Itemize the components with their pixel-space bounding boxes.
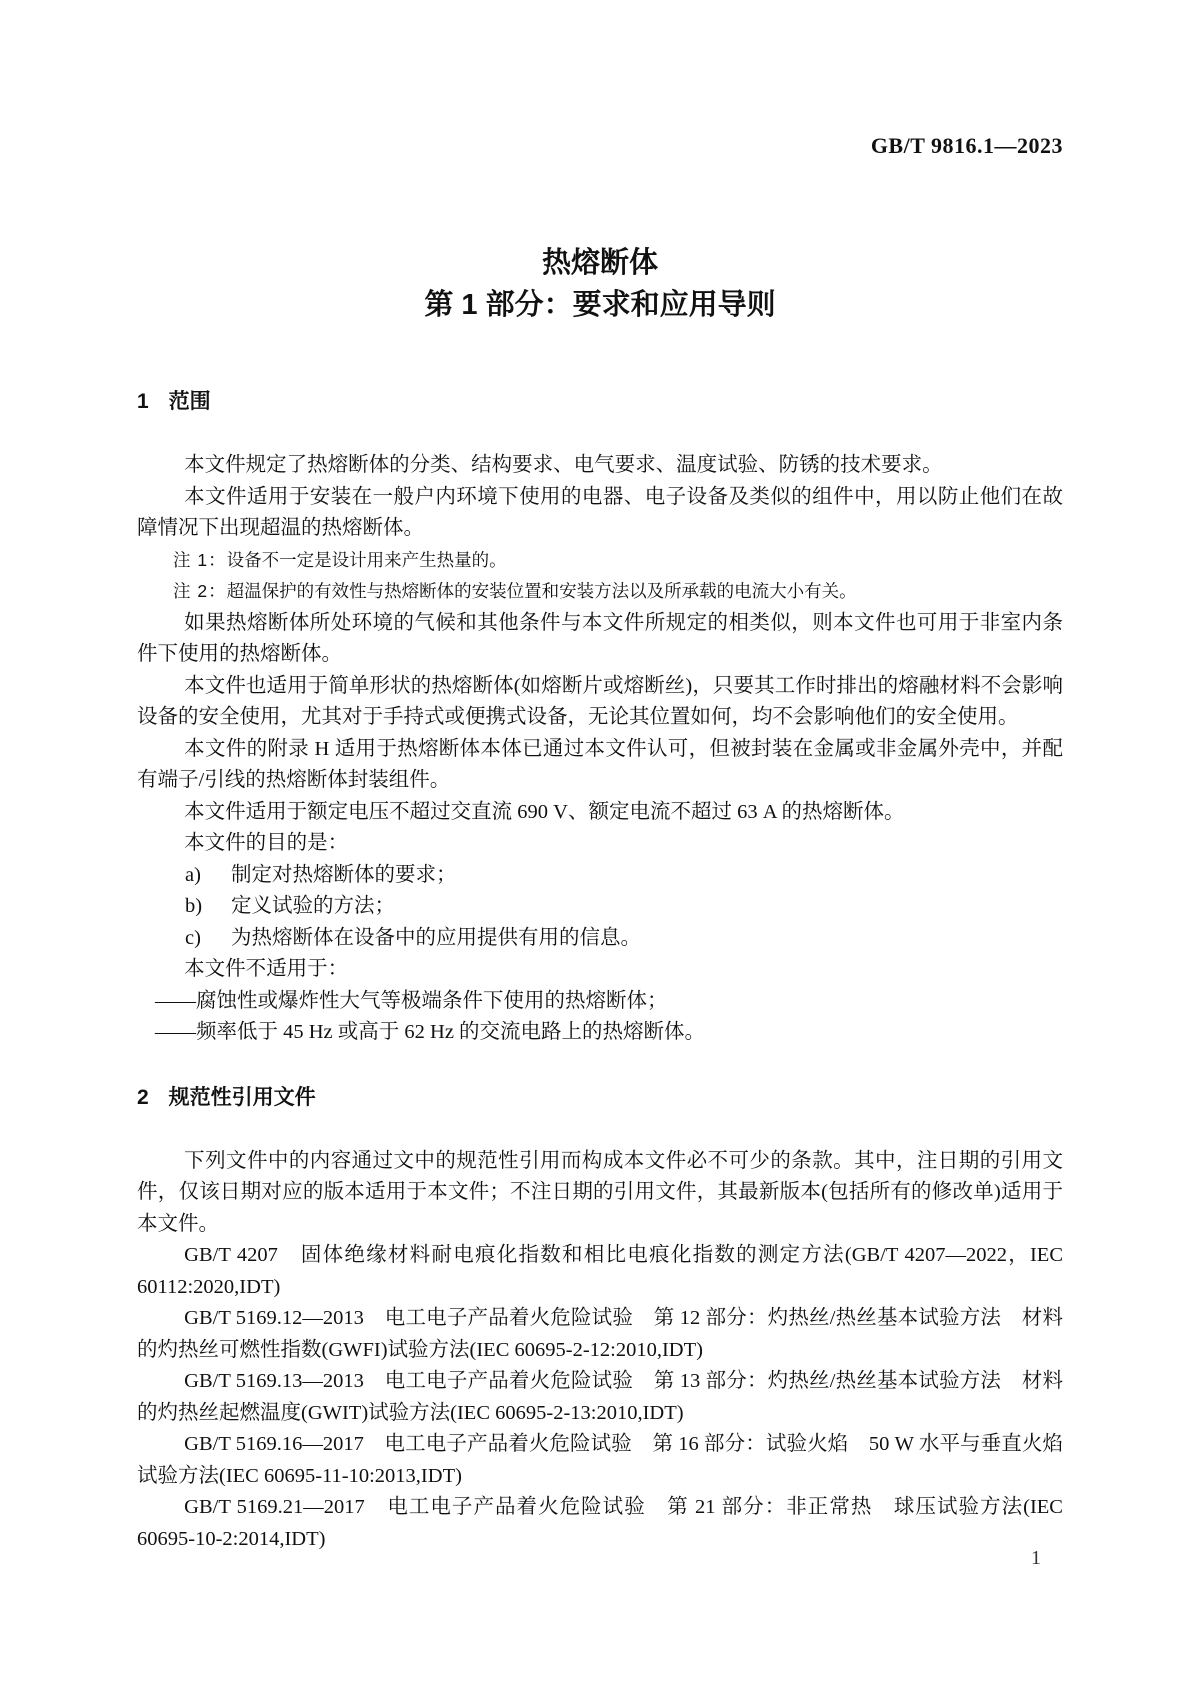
list-item-a-text: 制定对热熔断体的要求；	[231, 863, 457, 886]
reference-entry: GB/T 4207 固体绝缘材料耐电痕化指数和相比电痕化指数的测定方法(GB/T 4207—2022，IEC 60112:2020,IDT)	[137, 1244, 1063, 1298]
section-2-number: 2	[137, 1085, 149, 1109]
doc-title	[137, 242, 1063, 326]
section-1-title: 范围	[168, 390, 211, 413]
paragraph: 本文件的目的是：	[184, 832, 349, 854]
paragraph: 本文件的附录 H 适用于热熔断体本体已通过本文件认可，但被封装在金属或非金属外壳中，并配有端子/引线的热熔断体封装组件。	[137, 737, 1063, 791]
list-item-b-label: b)	[185, 895, 203, 917]
section-1-number: 1	[137, 390, 149, 413]
note-1-text: 设备不一定是设计用来产生热量的。	[226, 549, 507, 570]
note-1-label: 注 1：	[173, 549, 227, 570]
list-item-a	[137, 860, 1063, 892]
page-content	[0, 133, 1191, 1555]
section-2-title: 规范性引用文件	[168, 1085, 316, 1109]
paragraph: 本文件也适用于简单形状的热熔断体(如熔断片或熔断丝)，只要其工作时排出的熔融材料不会影响设备的安全使用，尤其对于手持式或便携式设备，无论其位置如何，均不会影响他们的安全使用。	[137, 674, 1063, 728]
doc-number: GB/T 9816.1—2023	[870, 133, 1063, 158]
page-number: 1	[1031, 1547, 1041, 1569]
list-item-c	[137, 923, 1063, 955]
paragraph: 本文件规定了热熔断体的分类、结构要求、电气要求、温度试验、防锈的技术要求。	[184, 454, 943, 476]
reference-entry: GB/T 5169.16—2017 电工电子产品着火危险试验 第 16 部分：试验火焰 50 W 水平与垂直火焰试验方法(IEC 60695-11-10:2013,IDT)	[137, 1433, 1063, 1487]
note-1	[137, 545, 1063, 577]
section-2-heading	[137, 1083, 1063, 1113]
list-item-a-label: a)	[185, 863, 201, 886]
dash-list-item: ——腐蚀性或爆炸性大气等极端条件下使用的热熔断体；	[155, 989, 668, 1012]
reference-entry: GB/T 5169.21—2017 电工电子产品着火危险试验 第 21 部分：非正常热 球压试验方法(IEC 60695-10-2:2014,IDT)	[137, 1496, 1063, 1550]
list-item-c-text: 为热熔断体在设备中的应用提供有用的信息。	[231, 926, 641, 949]
list-item-c-label: c)	[185, 926, 201, 949]
paragraph: 本文件适用于安装在一般户内环境下使用的电器、电子设备及类似的组件中，用以防止他们在故障情况下出现超温的热熔断体。	[137, 485, 1063, 539]
note-2	[137, 576, 1063, 608]
paragraph: 如果热熔断体所处环境的气候和其他条件与本文件所规定的相类似，则本文件也可用于非室内条件下使用的热熔断体。	[137, 611, 1063, 665]
reference-entry: GB/T 5169.13—2013 电工电子产品着火危险试验 第 13 部分：灼热丝/热丝基本试验方法 材料的灼热丝起燃温度(GWIT)试验方法(IEC 60695-2-13:2010,IDT)	[137, 1370, 1063, 1424]
list-item-b-text: 定义试验的方法；	[231, 895, 395, 917]
note-2-label: 注 2：	[173, 581, 227, 601]
list-item-b	[137, 891, 1063, 923]
reference-entry: GB/T 5169.12—2013 电工电子产品着火危险试验 第 12 部分：灼热丝/热丝基本试验方法 材料的灼热丝可燃性指数(GWFI)试验方法(IEC 60695-2-12:2010,IDT)	[137, 1307, 1063, 1361]
doc-title-line2: 第 1 部分：要求和应用导则	[424, 289, 776, 321]
paragraph: 本文件适用于额定电压不超过交直流 690 V、额定电流不超过 63 A 的热熔断体。	[184, 800, 905, 823]
doc-title-line1: 热熔断体	[541, 247, 658, 279]
section-1-heading	[137, 387, 1063, 417]
dash-list-item: ——频率低于 45 Hz 或高于 62 Hz 的交流电路上的热熔断体。	[155, 1021, 706, 1043]
note-2-text: 超温保护的有效性与热熔断体的安装位置和安装方法以及所承载的电流大小有关。	[226, 581, 857, 601]
paragraph: 下列文件中的内容通过文中的规范性引用而构成本文件必不可少的条款。其中，注日期的引用文件，仅该日期对应的版本适用于本文件；不注日期的引用文件，其最新版本(包括所有的修改单)适用于本文件。	[137, 1149, 1063, 1235]
paragraph: 本文件不适用于：	[184, 958, 349, 980]
